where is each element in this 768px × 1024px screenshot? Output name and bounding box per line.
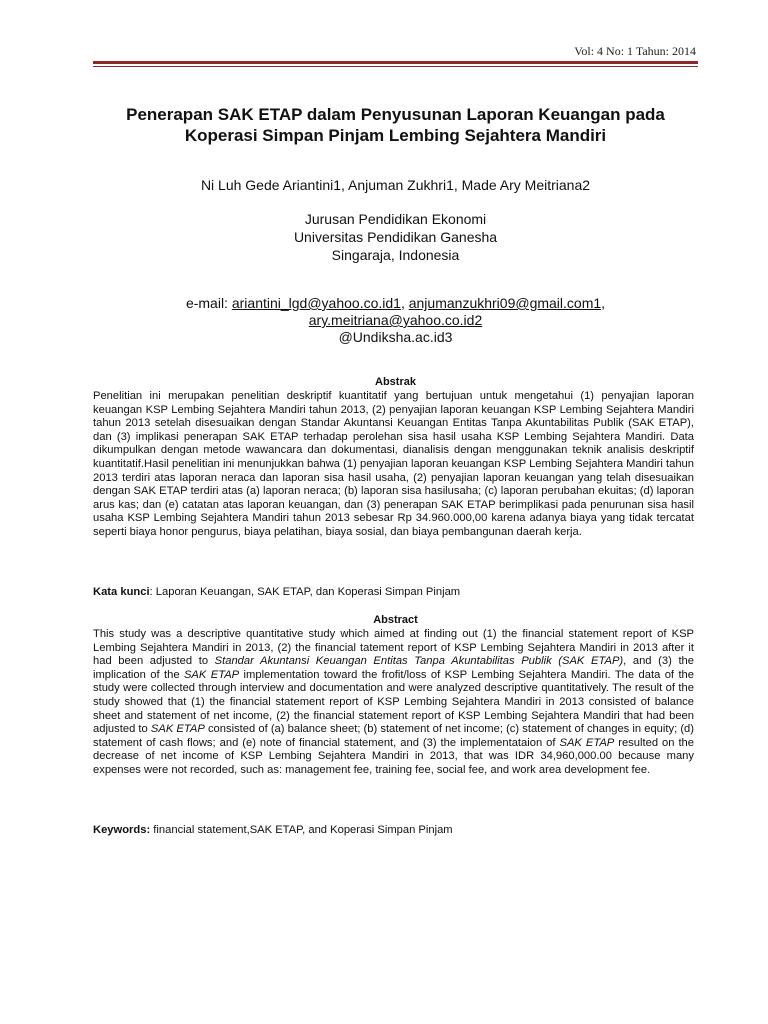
email-link-3[interactable]: ary.meitriana@yahoo.co.id2 xyxy=(308,312,483,328)
email-prefix: e-mail: xyxy=(185,295,232,311)
affiliation-university: Universitas Pendidikan Ganesha xyxy=(293,229,498,245)
email-link-1[interactable]: ariantini_lgd@yahoo.co.id1 xyxy=(231,295,401,311)
abstract-text-c: implementation toward the frofit/loss of KSP Lembing Sejahtera Mandiri. The data of the study were collected through interview and documentation and were analyzed descriptive quantitatively. The result of the study showed that (1) the financial statement report of KSP Lembing Sejahtera Mandiri in 2013 consisted of balance sheet and statement of net income, (2) the financial statement report of KSP Lembing Sejahtera Mandiri that had been adjusted to xyxy=(93,668,694,736)
header-rule-thin xyxy=(93,66,698,67)
abstract-text xyxy=(93,628,694,778)
abstract-text-d: consisted of (a) balance sheet; (b) statement of net income; (c) statement of changes in equity; (d) statement of cash flows; and (e) note of financial statement, and (3) the implementataion of xyxy=(93,723,695,749)
affiliation-city: Singaraja, Indonesia xyxy=(331,247,460,263)
paper-title xyxy=(93,104,698,146)
keywords-text: financial statement,SAK ETAP, and Koperasi Simpan Pinjam xyxy=(150,824,453,836)
email-link-2[interactable]: anjumanzukhri09@gmail.com1, xyxy=(408,295,606,311)
abstrak-heading: Abstrak xyxy=(375,376,416,388)
kata-kunci-label: Kata kunci xyxy=(93,586,150,598)
abstract-italic-c: SAK ETAP xyxy=(150,723,205,736)
abstract-text-e: resulted on the decrease of net income of KSP Lembing Sejahtera Mandiri in 2013, that was IDR 34,960,000.00 because many expenses were not recorded, such as: management fee, training fee, social fee, and work area development fee. xyxy=(93,736,694,776)
affiliation xyxy=(93,210,698,264)
abstract-italic-b: SAK ETAP xyxy=(183,668,240,681)
authors: Ni Luh Gede Ariantini1, Anjuman Zukhri1, Made Ary Meitriana2 xyxy=(200,177,591,193)
abstract-italic-a: Standar Akuntansi Keuangan Entitas Tanpa Akuntabilitas Publik (SAK ETAP) xyxy=(214,655,624,668)
keywords-label: Keywords: xyxy=(93,824,151,836)
abstract-text-a: This study was a descriptive quantitative study which aimed at finding out (1) the financial statement report of KSP Lembing Sejahtera Mandiri in 2013, (2) the financial tatement report of KSP Lembing Sejahtera Mandiri in 2013 after it had been adjusted to xyxy=(93,628,694,668)
header-rule-thick xyxy=(93,61,698,64)
title-line-1: Penerapan SAK ETAP dalam Penyusunan Laporan Keuangan pada xyxy=(126,105,665,124)
email-separator: , xyxy=(400,295,409,311)
keywords xyxy=(93,824,698,836)
abstract-italic-d: SAK ETAP xyxy=(559,736,615,749)
abstract-heading: Abstract xyxy=(373,614,418,626)
kata-kunci-text: : Laporan Keuangan, SAK ETAP, dan Koperasi Simpan Pinjam xyxy=(149,586,461,598)
email-block xyxy=(93,295,698,346)
title-line-2: Koperasi Simpan Pinjam Lembing Sejahtera Mandiri xyxy=(184,126,607,145)
affiliation-department: Jurusan Pendidikan Ekonomi xyxy=(304,211,487,227)
kata-kunci xyxy=(93,586,698,598)
abstrak-text: Penelitian ini merupakan penelitian deskriptif kuantitatif yang bertujuan untuk mengetahui (1) penyajian laporan keuangan KSP Lembing Sejahtera Mandiri tahun 2013, (2) penyajian laporan keuangan KSP Lembing Sejahtera Mandiri tahun 2013 setelah disesuaikan dengan Standar Akuntansi Keuangan Entitas Tanpa Akuntabilitas Publik (SAK ETAP), dan (3) implikasi penerapan SAK ETAP terhadap perolehan sisa hasil usaha KSP Lembing Sejahtera Mandiri. Data dikumpulkan dengan metode wawancara dan dokumentasi, dianalisis dengan menggunakan teknik analisis deskriptif kuantitatif.Hasil penelitian ini menunjukkan bahwa (1) penyajian laporan keuangan KSP Lembing Sejahtera Mandiri tahun 2013 terdiri atas laporan neraca dan laporan sisa hasil usaha, (2) penyajian laporan keuangan yang telah disesuaikan dengan SAK ETAP terdiri atas (a) laporan neraca; (b) laporan sisa hasilusaha; (c) laporan perubahan ekuitas; (d) laporan arus kas; dan (e) catatan atas laporan keuangan, dan (3) penerapan SAK ETAP berimplikasi pada penurunan sisa hasil usaha KSP Lembing Sejahtera Mandiri tahun 2013 sebesar Rp 34.960.000,00 karena adanya biaya yang tidak tercatat seperti biaya honor pengurus, biaya pelatihan, biaya sosial, dan biaya pembangunan daerah kerja. xyxy=(93,390,694,538)
abstract-text-b: , and (3) the implication of the xyxy=(93,655,694,681)
volume-info: Vol: 4 No: 1 Tahun: 2014 xyxy=(574,44,696,58)
email-domain: @Undiksha.ac.id3 xyxy=(338,329,453,345)
